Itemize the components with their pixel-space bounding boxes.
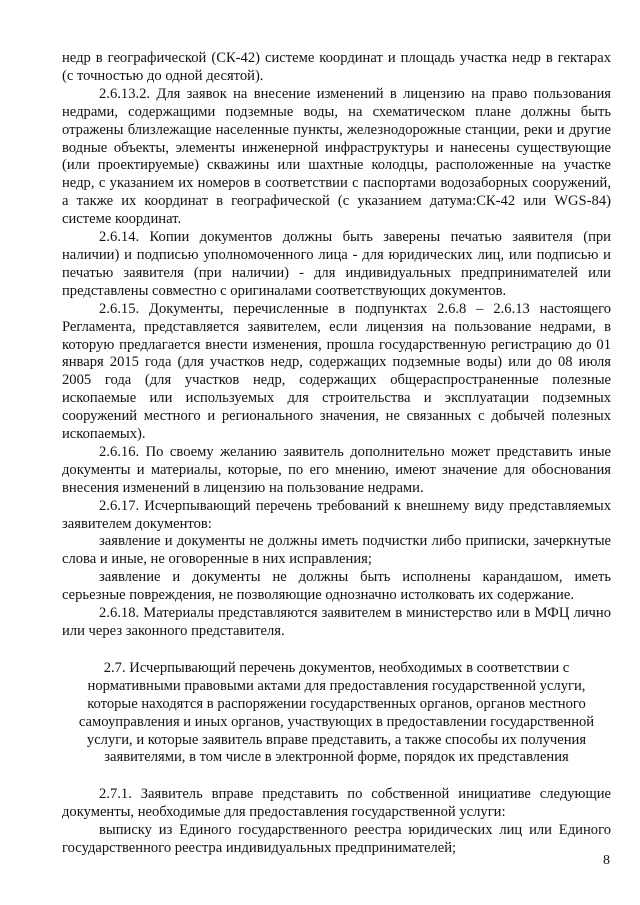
section-heading-2-7: 2.7. Исчерпывающий перечень документов, необходимых в соответствии с нормативными правовыми актами для предоставления государственной услуги, которые находятся в распоряжении государственных органов, органов местного самоуправления и иных органов, участвующих в предоставлении государственной услуги, и которые заявитель вправе представить, а также способы их получения заявителями, в том числе в электронной форме, порядок их представления xyxy=(78,659,595,766)
page-number: 8 xyxy=(603,853,610,868)
paragraph-2-6-15: 2.6.15. Документы, перечисленные в подпунктах 2.6.8 – 2.6.13 настоящего Регламента, представляется заявителем, если лицензия на пользование недрами, в которую предлагается внести изменения, прошла государственную регистрацию до 01 января 2015 года (для участков недр, содержащих подземные воды) или до 08 июля 2005 года (для участков недр, содержащих общераспространенные полезные ископаемые или используемых для строительства и эксплуатации подземных сооружений местного и регионального значения, не связанных с добычей полезных ископаемых). xyxy=(62,300,611,443)
paragraph-2-6-14: 2.6.14. Копии документов должны быть заверены печатью заявителя (при наличии) и подписью уполномоченного лица - для юридических лиц, или подписью и печатью заявителя (при наличии) - для индивидуальных предпринимателей или представлены совместно с оригиналами соответствующих документов. xyxy=(62,229,611,299)
paragraph-2-6-18: 2.6.18. Материалы представляются заявителем в министерство или в МФЦ лично или через законного представителя. xyxy=(62,605,611,639)
paragraph-2-6-13-2: 2.6.13.2. Для заявок на внесение изменений в лицензию на право пользования недрами, содержащими подземные воды, на схематическом плане должны быть отражены близлежащие населенные пункты, железнодорожные станции, реки и другие водные объекты, элементы инженерной инфраструктуры и нанесены существующие (или проектируемые) скважины или шахтные колодцы, расположенные на участке недр, с указанием их номеров в соответствии с паспортами водозаборных сооружений, а также их координат в географической (с указанием датума:СК-42 или WGS-84) системе координат. xyxy=(62,85,611,228)
list-item-requirement-1: заявление и документы не должны иметь подчистки либо приписки, зачеркнутые слова и иные, не оговоренные в них исправления; xyxy=(62,533,611,568)
paragraph-continuation: недр в географической (СК-42) системе координат и площадь участка недр в гектарах (с точностью до одной десятой). xyxy=(62,50,611,84)
paragraph-2-7-1: 2.7.1. Заявитель вправе представить по собственной инициативе следующие документы, необходимые для предоставления государственной услуги: xyxy=(62,786,611,821)
paragraph-2-6-16: 2.6.16. По своему желанию заявитель дополнительно может представить иные документы и материалы, которые, по его мнению, имеют значение для обоснования внесения изменений в лицензию на пользование недрами. xyxy=(62,443,611,496)
list-item-requirement-2: заявление и документы не должны быть исполнены карандашом, иметь серьезные повреждения, не позволяющие однозначно истолковать их содержание. xyxy=(62,569,611,604)
paragraph-2-6-17: 2.6.17. Исчерпывающий перечень требований к внешнему виду представляемых заявителем документов: xyxy=(62,497,611,532)
page-content xyxy=(62,50,611,858)
list-item-extract: выписку из Единого государственного реестра юридических лиц или Единого государственного реестра индивидуальных предпринимателей; xyxy=(62,822,611,857)
